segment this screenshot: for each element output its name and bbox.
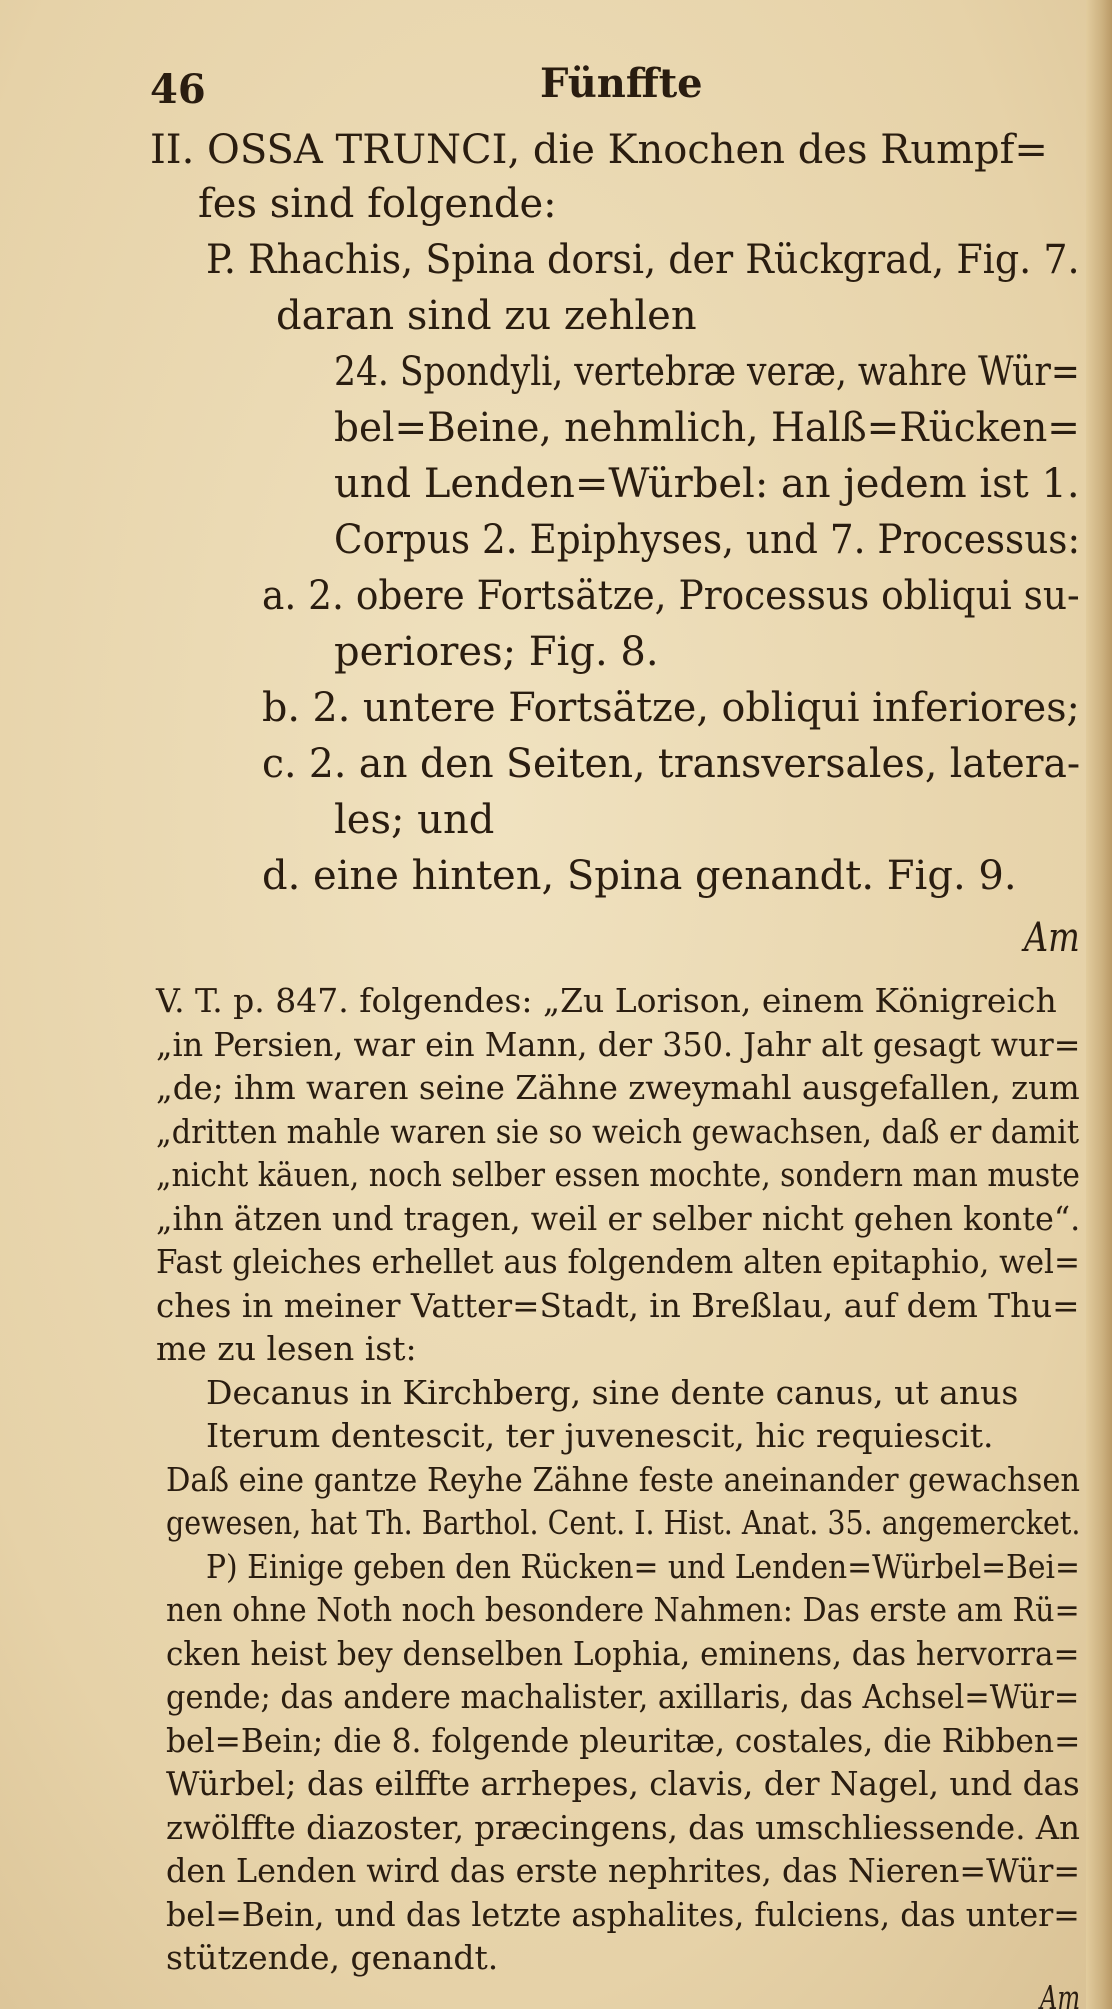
note-line: Würbel; das eilffte arrhepes, clavis, der Nagel, und das	[166, 1764, 1080, 1803]
note-line: „de; ihm waren seine Zähne zweymahl ausgefallen, zum	[156, 1068, 1080, 1107]
page-number: 46	[150, 66, 206, 113]
note-line: gende; das andere machalister, axillaris, das Achsel=Wür=	[166, 1677, 1080, 1716]
note-line: Iterum dentescit, ter juvenescit, hic requiescit.	[206, 1416, 994, 1455]
running-head: Fünffte	[540, 60, 703, 107]
main-line: b. 2. untere Fortsätze, obliqui inferiores;	[262, 685, 1080, 731]
catchword: Am	[1024, 915, 1080, 961]
main-line: bel=Beine, nehmlich, Halß=Rücken=	[334, 405, 1080, 451]
main-line: fes sind folgende:	[198, 181, 557, 227]
main-line: daran sind zu zehlen	[276, 293, 697, 339]
main-line: a. 2. obere Fortsätze, Processus obliqui su-	[262, 573, 1080, 619]
main-line: periores; Fig. 8.	[334, 629, 659, 675]
main-line: P. Rhachis, Spina dorsi, der Rückgrad, Fig. 7.	[206, 237, 1080, 283]
note-line: „in Persien, war ein Mann, der 350. Jahr alt gesagt wur=	[156, 1024, 1081, 1064]
note-line: Fast gleiches erhellet aus folgendem alten epitaphio, wel=	[156, 1242, 1080, 1281]
note-line: cken heist bey denselben Lophia, eminens, das hervorra=	[166, 1633, 1080, 1673]
main-line: les; und	[334, 797, 495, 843]
note-line: me zu lesen ist:	[156, 1329, 417, 1368]
note-line: gewesen, hat Th. Barthol. Cent. I. Hist. Anat. 35. angemercket.	[166, 1503, 1081, 1542]
main-line: und Lenden=Würbel: an jedem ist 1.	[334, 461, 1080, 507]
note-line: stützende, genandt.	[166, 1938, 499, 1977]
note-line: bel=Bein, und das letzte asphalites, fulciens, das unter=	[166, 1894, 1080, 1934]
note-line: den Lenden wird das erste nephrites, das Nieren=Wür=	[166, 1851, 1081, 1890]
note-line: zwölffte diazoster, præcingens, das umschliessende. An	[166, 1807, 1081, 1847]
note-line: V. T. p. 847. folgendes: „Zu Lorison, einem Königreich	[156, 981, 1057, 1020]
main-line: Corpus 2. Epiphyses, und 7. Processus:	[334, 517, 1081, 563]
note-line: P) Einige geben den Rücken= und Lenden=Würbel=Bei=	[206, 1546, 1080, 1586]
note-line: ches in meiner Vatter=Stadt, in Breßlau, auf dem Thu=	[156, 1285, 1080, 1325]
main-line: d. eine hinten, Spina genandt. Fig. 9.	[262, 853, 1017, 899]
bottom-catchword: Am	[1040, 1977, 1081, 2009]
main-line: II. OSSA TRUNCI, die Knochen des Rumpf=	[150, 127, 1048, 173]
note-line: nen ohne Noth noch besondere Nahmen: Das erste am Rü=	[166, 1590, 1080, 1629]
note-line: „nicht käuen, noch selber essen mochte, sondern man muste	[156, 1155, 1080, 1194]
page-edge	[1086, 0, 1112, 2009]
note-line: „dritten mahle waren sie so weich gewachsen, daß er damit	[156, 1111, 1080, 1151]
main-line: 24. Spondyli, vertebræ veræ, wahre Wür=	[334, 349, 1080, 395]
note-line: „ihn ätzen und tragen, weil er selber nicht gehen konte“.	[156, 1198, 1081, 1238]
note-line: bel=Bein; die 8. folgende pleuritæ, costales, die Ribben=	[166, 1720, 1081, 1760]
note-line: Decanus in Kirchberg, sine dente canus, ut anus	[206, 1372, 1019, 1412]
main-line: c. 2. an den Seiten, transversales, latera-	[262, 741, 1081, 787]
note-line: Daß eine gantze Reyhe Zähne feste aneinander gewachsen	[166, 1459, 1081, 1499]
